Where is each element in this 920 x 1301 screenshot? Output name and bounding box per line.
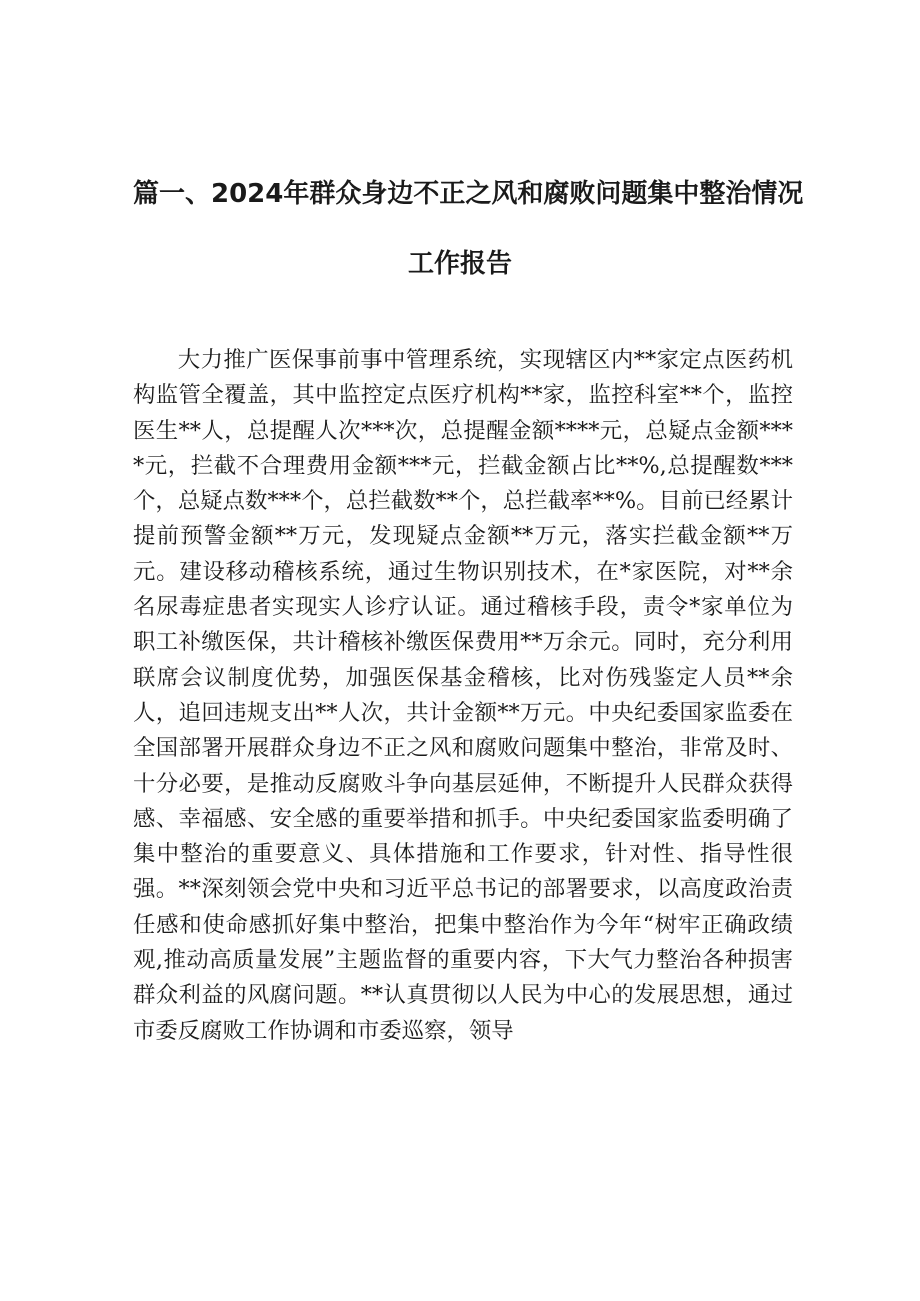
document-title-line-1: 篇一、2024年群众身边不正之风和腐败问题集中整治情况 — [133, 179, 804, 209]
document-title-line-2: 工作报告 — [407, 249, 512, 279]
body-paragraph: 大力推广医保事前事中管理系统，实现辖区内**家定点医药机构监管全覆盖，其中监控定点医疗机构**家，监控科室**个，监控医生**人，总提醒人次***次，总提醒金额****元，总疑点金额****元，拦截不合理费用金额***元，拦截金额占比**%,总提醒数***个，总疑点数***个，总拦截数**个，总拦截率**%。目前已经累计提前预警金额**万元，发现疑点金额**万元，落实拦截金额**万元。建设移动稽核系统，通过生物识别技术，在*家医院，对**余名尿毒症患者实现实人诊疗认证。通过稽核手段，责令*家单位为职工补缴医保，共计稽核补缴医保费用**万余元。同时，充分利用联席会议制度优势，加强医保基金稽核，比对伤残鉴定人员**余人，追回违规支出**人次，共计金额**万元。中央纪委国家监委在全国部署开展群众身边不正之风和腐败问题集中整治，非常及时、十分必要，是推动反腐败斗争向基层延伸，不断提升人民群众获得感、幸福感、安全感的重要举措和抓手。中央纪委国家监委明确了集中整治的重要意义、具体措施和工作要求，针对性、指导性很强。**深刻领会党中央和习近平总书记的部署要求，以高度政治责任感和使命感抓好集中整治，把集中整治作为今年“树牢正确政绩观,推动高质量发展”主题监督的重要内容，下大气力整治各种损害群众利益的风腐问题。**认真贯彻以人民为中心的发展思想，通过市委反腐败工作协调和市委巡察，领导 — [133, 347, 793, 1044]
